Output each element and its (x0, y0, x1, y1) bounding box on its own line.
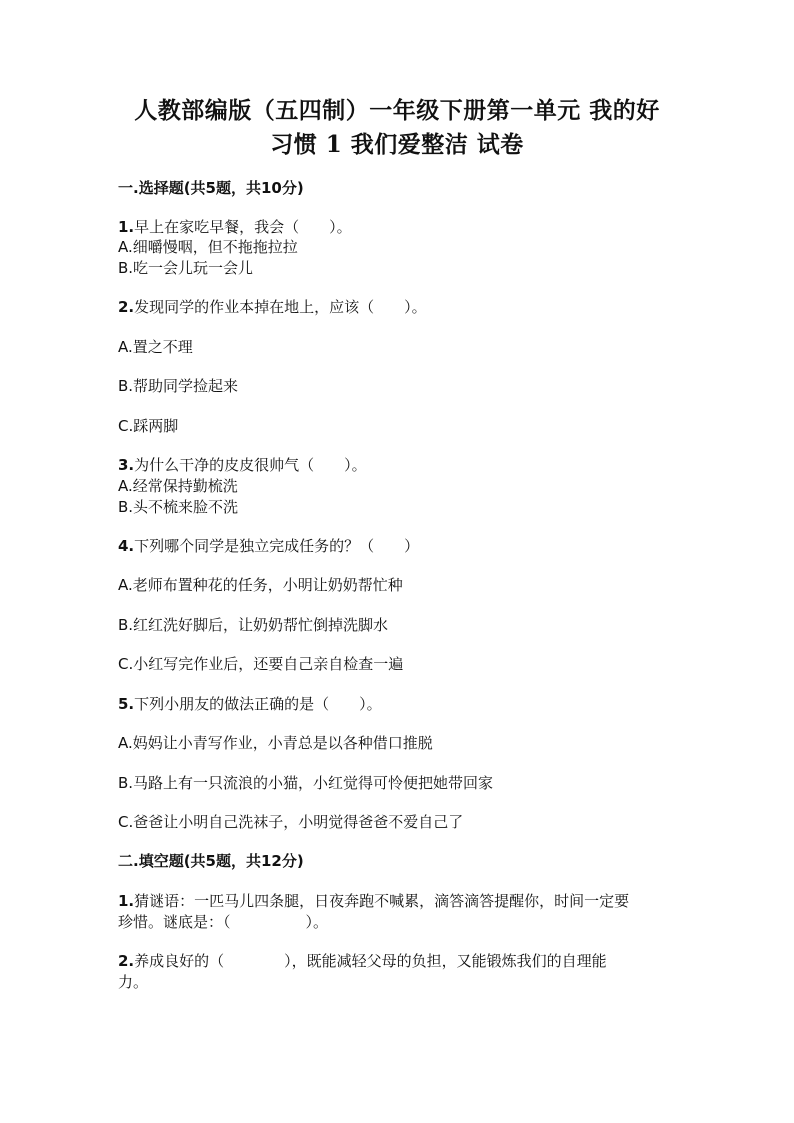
page-title (100, 94, 694, 162)
option-3a: A.经常保持勤梳洗 (118, 477, 238, 495)
question-5 (118, 693, 382, 715)
title-line-1: 人教部编版（五四制）一年级下册第一单元 我的好 (134, 97, 660, 124)
option-2c: C.踩两脚 (118, 417, 179, 435)
section-heading-fill-blank: 二.填空题(共5题，共12分) (118, 852, 304, 870)
title-line-2: 习惯 1 我们爱整洁 试卷 (270, 131, 524, 158)
fill-question-2-line-2: 力。 (118, 973, 149, 991)
option-4c: C.小红写完作业后，还要自己亲自检查一遍 (118, 655, 404, 673)
fill-question-2-line-1 (118, 950, 607, 972)
question-text: 下列小朋友的做法正确的是（ ）。 (134, 695, 382, 713)
fill-question-1-line-1 (118, 890, 629, 912)
question-number: 4. (118, 537, 135, 555)
question-number: 1. (118, 892, 135, 910)
question-2 (118, 296, 427, 318)
question-number: 1. (118, 218, 135, 236)
question-3 (118, 454, 367, 476)
question-number: 2. (118, 298, 135, 316)
question-text: 发现同学的作业本掉在地上，应该（ ）。 (134, 298, 427, 316)
option-4b: B.红红洗好脚后，让奶奶帮忙倒掉洗脚水 (118, 616, 389, 634)
option-5c: C.爸爸让小明自己洗袜子，小明觉得爸爸不爱自己了 (118, 813, 464, 831)
option-1b: B.吃一会儿玩一会儿 (118, 259, 254, 277)
question-text: 猜谜语：一匹马儿四条腿，日夜奔跑不喊累，滴答滴答提醒你，时间一定要 (134, 892, 630, 910)
question-1 (118, 216, 352, 238)
question-text: 养成良好的（ ），既能减轻父母的负担，又能锻炼我们的自理能 (134, 952, 607, 970)
option-1a: A.细嚼慢咽，但不拖拖拉拉 (118, 238, 298, 256)
option-4a: A.老师布置种花的任务，小明让奶奶帮忙种 (118, 576, 403, 594)
question-number: 5. (118, 695, 135, 713)
question-4 (118, 535, 419, 557)
question-text: 下列哪个同学是独立完成任务的？（ ） (134, 537, 420, 555)
question-number: 2. (118, 952, 135, 970)
question-text: 早上在家吃早餐，我会（ ）。 (134, 218, 352, 236)
option-3b: B.头不梳来脸不洗 (118, 498, 239, 516)
option-2b: B.帮助同学捡起来 (118, 377, 239, 395)
option-5b: B.马路上有一只流浪的小猫，小红觉得可怜便把她带回家 (118, 774, 494, 792)
section-heading-choice: 一.选择题(共5题，共10分) (118, 179, 304, 197)
fill-question-1-line-2: 珍惜。谜底是：（ ）。 (118, 913, 329, 931)
question-number: 3. (118, 456, 135, 474)
option-2a: A.置之不理 (118, 338, 193, 356)
option-5a: A.妈妈让小青写作业，小青总是以各种借口推脱 (118, 734, 433, 752)
question-text: 为什么干净的皮皮很帅气（ ）。 (134, 456, 367, 474)
